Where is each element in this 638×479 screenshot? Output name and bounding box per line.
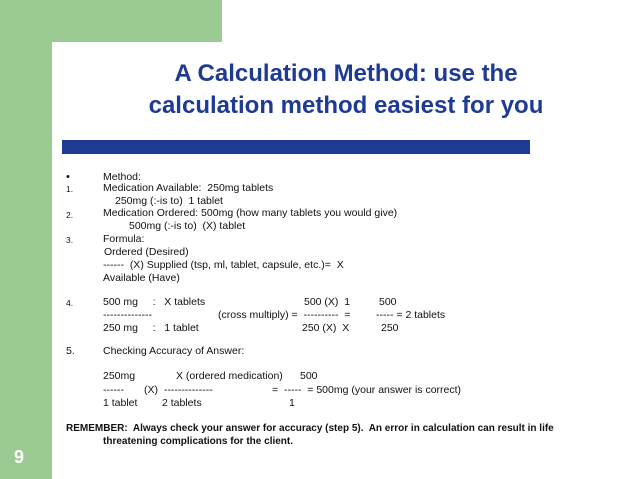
item4-row2-middle: (cross multiply) = ---------- = xyxy=(218,309,351,321)
title-line-1: A Calculation Method: use the xyxy=(174,60,518,87)
item1-line1: Medication Available: 250mg tablets xyxy=(103,182,274,194)
item5-row3-left: 1 tablet xyxy=(103,397,138,409)
item4-row3-left: 250 mg : 1 tablet xyxy=(103,322,199,334)
item5-row3-middle: 2 tablets xyxy=(162,397,202,409)
remember-note-line1: REMEMBER: Always check your answer for accuracy (step 5). An error in calculation can result in life xyxy=(66,423,554,434)
item5-row2-middle: (X) -------------- xyxy=(144,384,213,396)
top-decorative-band xyxy=(0,0,222,42)
item5-row1-middle: X (ordered medication) xyxy=(176,370,283,382)
item-number-5: 5. xyxy=(66,345,75,357)
item3-ordered: Ordered (Desired) xyxy=(104,246,189,258)
item5-row1-right: 500 xyxy=(300,370,318,382)
item4-row3-middle: 250 (X) X xyxy=(302,322,350,334)
item-number-4: 4. xyxy=(66,298,74,308)
item4-row1-left: 500 mg : X tablets xyxy=(103,296,206,308)
slide-title xyxy=(66,58,626,122)
bullet-marker: • xyxy=(66,171,70,183)
title-divider-bar xyxy=(62,140,530,154)
item5-row2-right: = ----- = 500mg (your answer is correct) xyxy=(272,384,462,396)
item2-line1: Medication Ordered: 500mg (how many tablets you would give) xyxy=(103,207,398,219)
item4-row3-right: 250 xyxy=(381,322,399,334)
left-decorative-band xyxy=(0,0,52,479)
item-number-2: 2. xyxy=(66,210,74,220)
method-heading: Method: xyxy=(103,171,141,183)
item3-formula-label: Formula: xyxy=(103,233,145,245)
item4-row1-right: 500 xyxy=(379,296,397,308)
item3-formula: ------ (X) Supplied (tsp, ml, tablet, capsule, etc.)= X xyxy=(103,259,344,271)
remember-note-line2: threatening complications for the client. xyxy=(103,436,294,447)
item5-heading: Checking Accuracy of Answer: xyxy=(103,345,245,357)
item4-row1-middle: 500 (X) 1 xyxy=(304,296,351,308)
slide-number: 9 xyxy=(14,447,25,467)
item-number-3: 3. xyxy=(66,235,74,245)
item5-row1-left: 250mg xyxy=(103,370,136,382)
item4-row2-right: ----- = 2 tablets xyxy=(376,309,446,321)
item2-line2: 500mg (:-is to) (X) tablet xyxy=(129,220,246,232)
item4-row2-left: -------------- xyxy=(103,309,152,321)
item5-row2-left: ------ xyxy=(103,384,124,396)
item-number-1: 1. xyxy=(66,184,74,194)
item3-available: Available (Have) xyxy=(103,272,180,284)
item1-line2: 250mg (:-is to) 1 tablet xyxy=(115,195,223,207)
item5-row3-right: 1 xyxy=(289,397,295,409)
title-line-2: calculation method easiest for you xyxy=(148,92,544,119)
